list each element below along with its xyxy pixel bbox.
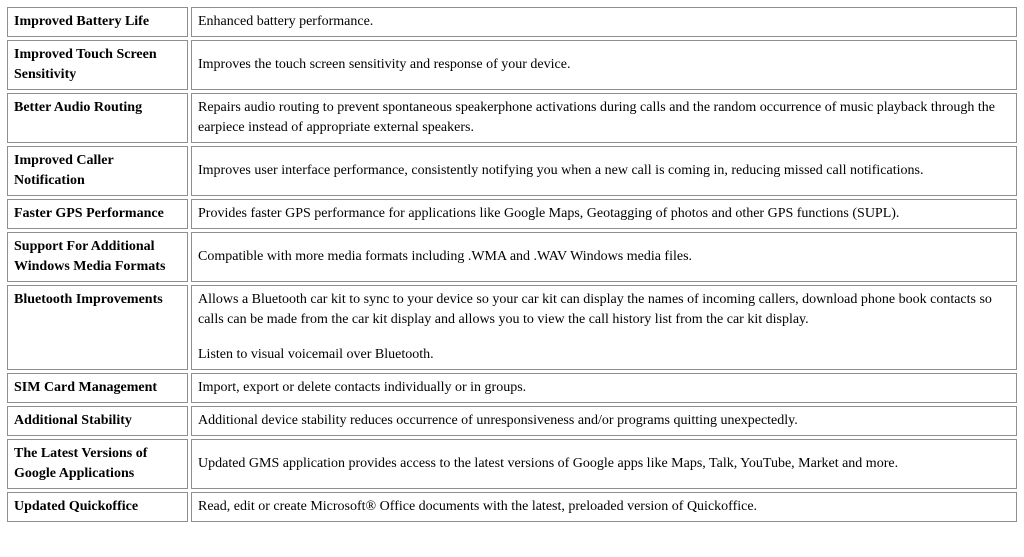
- feature-description: Updated GMS application provides access to the latest versions of Google apps like Maps, Talk, YouTube, Market and more.: [198, 456, 899, 471]
- feature-description: Additional device stability reduces occurrence of unresponsiveness and/or programs quitting unexpectedly.: [198, 413, 798, 428]
- feature-description: Allows a Bluetooth car kit to sync to your device so your car kit can display the names of incoming callers, download phone book contacts so calls can be made from the car kit display and allows you to view the call history list from the car kit display.: [198, 292, 992, 327]
- feature-name-cell: Improved Battery Life: [7, 7, 188, 37]
- feature-name-cell: SIM Card Management: [7, 373, 188, 403]
- feature-description: Provides faster GPS performance for applications like Google Maps, Geotagging of photos and other GPS functions (SUPL).: [198, 206, 900, 221]
- feature-name-cell: Improved Touch Screen Sensitivity: [7, 40, 188, 90]
- feature-name-cell: Additional Stability: [7, 406, 188, 436]
- table-row: [7, 406, 1017, 436]
- feature-description: Enhanced battery performance.: [198, 14, 374, 29]
- feature-description: Listen to visual voicemail over Bluetooth.: [198, 347, 434, 362]
- table-row: [7, 93, 1017, 143]
- feature-name-cell: Faster GPS Performance: [7, 199, 188, 229]
- table-row: [7, 7, 1017, 37]
- feature-description-cell: [191, 439, 1017, 489]
- feature-name-cell: Bluetooth Improvements: [7, 285, 188, 370]
- feature-description: Improves the touch screen sensitivity and response of your device.: [198, 57, 571, 72]
- table-row: [7, 40, 1017, 90]
- feature-description-cell: [191, 373, 1017, 403]
- feature-name-cell: Support For Additional Windows Media Formats: [7, 232, 188, 282]
- feature-name-cell: The Latest Versions of Google Applications: [7, 439, 188, 489]
- table-row: [7, 146, 1017, 196]
- feature-name-cell: Updated Quickoffice: [7, 492, 188, 522]
- table-row: [7, 232, 1017, 282]
- table-row: [7, 492, 1017, 522]
- feature-description-cell: [191, 199, 1017, 229]
- feature-table-body: [7, 7, 1017, 522]
- table-row: [7, 439, 1017, 489]
- table-row: [7, 373, 1017, 403]
- feature-description: Improves user interface performance, consistently notifying you when a new call is coming in, reducing missed call notifications.: [198, 163, 924, 178]
- table-row: [7, 199, 1017, 229]
- feature-name-cell: Improved Caller Notification: [7, 146, 188, 196]
- feature-name-cell: Better Audio Routing: [7, 93, 188, 143]
- table-row: [7, 285, 1017, 370]
- feature-description-cell: [191, 93, 1017, 143]
- feature-description: Compatible with more media formats including .WMA and .WAV Windows media files.: [198, 249, 693, 264]
- feature-description: Import, export or delete contacts individually or in groups.: [198, 380, 527, 395]
- feature-description-cell: [191, 146, 1017, 196]
- feature-table: [4, 4, 1020, 525]
- feature-description-cell: [191, 7, 1017, 37]
- feature-description: Repairs audio routing to prevent spontaneous speakerphone activations during calls and the random occurrence of music playback through the earpiece instead of appropriate external speakers.: [198, 100, 995, 135]
- feature-description-cell: [191, 40, 1017, 90]
- feature-description-cell: [191, 232, 1017, 282]
- feature-description-cell: [191, 492, 1017, 522]
- feature-description-cell: [191, 285, 1017, 370]
- feature-description: Read, edit or create Microsoft® Office documents with the latest, preloaded version of Quickoffice.: [198, 499, 758, 514]
- feature-description-cell: [191, 406, 1017, 436]
